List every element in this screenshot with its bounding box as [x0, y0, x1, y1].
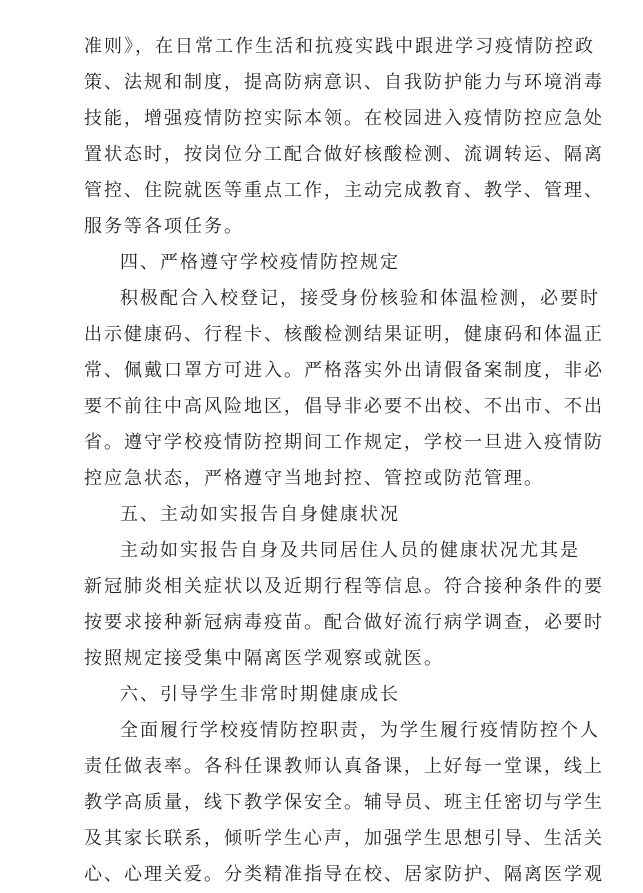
paragraph-line: 控应急状态，严格遵守当地封控、管控或防范管理。	[84, 468, 544, 489]
section-heading: 六、引导学生非常时期健康成长	[120, 684, 400, 705]
paragraph-line: 按照规定接受集中隔离医学观察或就医。	[84, 648, 444, 669]
paragraph-line: 常、佩戴口罩方可进入。严格落实外出请假备案制度，非必	[84, 360, 604, 381]
paragraph-line: 技能，增强疫情防控实际本领。在校园进入疫情防控应急处	[84, 108, 604, 129]
paragraph-line: 服务等各项任务。	[84, 216, 244, 237]
section-heading: 四、严格遵守学校疫情防控规定	[120, 252, 400, 273]
document-body	[84, 29, 604, 893]
paragraph-line: 按要求接种新冠病毒疫苗。配合做好流行病学调查，必要时	[84, 612, 604, 633]
paragraph-line: 全面履行学校疫情防控职责，为学生履行疫情防控个人	[120, 720, 600, 741]
paragraph-line: 新冠肺炎相关症状以及近期行程等信息。符合接种条件的要	[84, 576, 604, 597]
paragraph-line: 要不前往中高风险地区，倡导非必要不出校、不出市、不出	[84, 396, 604, 417]
section-heading: 五、主动如实报告自身健康状况	[120, 504, 400, 525]
paragraph-line: 省。遵守学校疫情防控期间工作规定，学校一旦进入疫情防	[84, 432, 604, 453]
paragraph-line: 置状态时，按岗位分工配合做好核酸检测、流调转运、隔离	[84, 144, 604, 165]
paragraph-line: 积极配合入校登记，接受身份核验和体温检测，必要时	[120, 288, 600, 309]
paragraph-line: 心、心理关爱。分类精准指导在校、居家防护、隔离医学观	[84, 864, 604, 885]
paragraph-line: 策、法规和制度，提高防病意识、自我防护能力与环境消毒	[84, 72, 604, 93]
paragraph-line: 准则》，在日常工作生活和抗疫实践中跟进学习疫情防控政	[84, 36, 595, 57]
paragraph-line: 出示健康码、行程卡、核酸检测结果证明，健康码和体温正	[84, 324, 604, 345]
paragraph-line: 主动如实报告自身及共同居住人员的健康状况尤其是	[120, 540, 580, 561]
paragraph-line: 管控、住院就医等重点工作，主动完成教育、教学、管理、	[84, 180, 604, 201]
paragraph-line: 及其家长联系，倾听学生心声，加强学生思想引导、生活关	[84, 828, 604, 849]
paragraph-line: 责任做表率。各科任课教师认真备课，上好每一堂课，线上	[84, 756, 604, 777]
paragraph-line: 教学高质量，线下教学保安全。辅导员、班主任密切与学生	[84, 792, 604, 813]
